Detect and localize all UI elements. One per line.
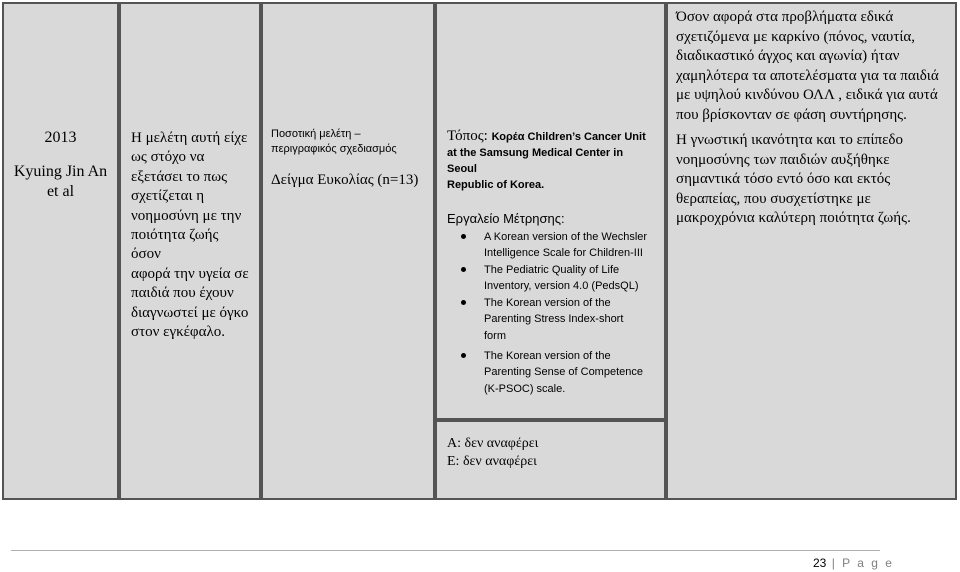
- results-paragraph-1: Όσον αφορά στα προβλήματα εδικά σχετιζόμενα με καρκίνο (πόνος, ναυτία, διαδικαστικό άγχος και αγωνία) ήταν χαμηλότερα τα αποτελέσματα για τα παιδιά με υψηλού κινδύνου ΟΛΛ , ειδικά για αυτά που βρίσκονταν σε φάση συντήρησης.: [676, 9, 939, 123]
- design-text: Ποσοτική μελέτη – περιγραφικός σχεδιασμός: [271, 128, 397, 155]
- footer-divider: [11, 550, 880, 551]
- results-paragraph-2: Η γνωστική ικανότητα και το επίπεδο νοημοσύνης των παιδιών αυξήθηκε σημαντικά τόσο εντό όσο και εκτός θεραπείας, που συσχετίστηκε με μακροχρόνια καλύτερη ποιότητα ζωής.: [676, 132, 911, 226]
- list-item: A Korean version of the Wechsler Intelligence Scale for Children-III: [447, 229, 656, 262]
- bullet-icon: [461, 234, 466, 239]
- study-table: [2, 2, 957, 500]
- list-item: The Pediatric Quality of Life Inventory, version 4.0 (PedsQL): [447, 262, 656, 295]
- page-number: 23 | P a g e: [813, 556, 894, 570]
- bullet-icon: [461, 267, 466, 272]
- list-item: The Korean version of the Parenting Stress Index-short form: [447, 295, 656, 344]
- study-year: 2013: [44, 129, 77, 146]
- study-design-cell: [263, 4, 433, 498]
- study-authors: Kyuing Jin An et al: [13, 163, 108, 200]
- results-cell: [668, 4, 955, 498]
- ethics-cell: Α: δεν αναφέρει Ε: δεν αναφέρει: [437, 422, 664, 498]
- location-text: Τόπος: Κορέα Children’s Cancer Unit at the Samsung Medical Center in Seoul Republic of Korea.: [447, 128, 646, 191]
- study-aim-cell: Η μελέτη αυτή είχε ως στόχο να εξετάσει το πως σχετίζεται η νοημοσύνη με την ποιότητα ζωής όσον αφορά την υγεία σε παιδιά που έχουν διαγνωστεί με όγκο στον εγκέφαλο.: [121, 4, 259, 498]
- sample-text: Δείγμα Ευκολίας (n=13): [271, 172, 419, 188]
- bullet-icon: [461, 300, 466, 305]
- list-item: The Korean version of the Parenting Sense of Competence (K-PSOC) scale.: [447, 348, 656, 397]
- tools-list: [447, 229, 656, 397]
- bullet-icon: [461, 353, 466, 358]
- tools-label: Εργαλείο Μέτρησης:: [447, 211, 565, 226]
- location-tools-cell: [437, 4, 664, 418]
- year-authors-cell: [4, 4, 117, 498]
